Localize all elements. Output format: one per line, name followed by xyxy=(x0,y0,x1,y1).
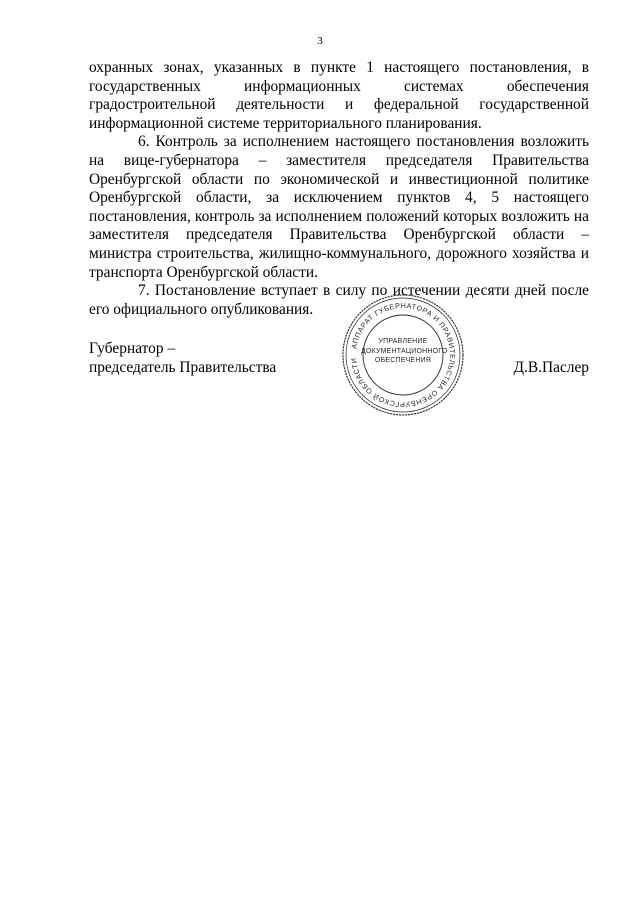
signatory-position-line2: председатель Правительства xyxy=(89,358,277,376)
paragraph-continuation: охранных зонах, указанных в пункте 1 настоящего постановления, в государственных информационных системах обеспечения градостроительной деятельности и федеральной государственной информационной системе территориального планирования. xyxy=(89,59,589,132)
stamp-center-line1: УПРАВЛЕНИЕ xyxy=(378,338,428,345)
paragraph-item-7: 7. Постановление вступает в силу по истечении десяти дней после его официального опубликования. xyxy=(89,282,589,318)
stamp-center-line3: ОБЕСПЕЧЕНИЯ xyxy=(374,357,432,364)
paragraph-item-6: 6. Контроль за исполнением настоящего постановления возложить на вице-губернатора – заместителя председателя Правительства Оренбургской области по экономической и инвестиционной политике Оренбургской области, за исключением пунктов 4, 5 настоящего постановления, контроль за исполнением положений которых возложить на заместителя председателя Правительства Оренбургской области – министра строительства, жилищно-коммунального, дорожного хозяйства и транспорта Оренбургской области. xyxy=(89,133,589,281)
page-number: 3 xyxy=(317,35,323,47)
document-body xyxy=(89,59,589,319)
stamp-center-line2: ДОКУМЕНТАЦИОННОГО xyxy=(361,347,448,355)
stamp-ring-text: АППАРАТ ГУБЕРНАТОРА И ПРАВИТЕЛЬСТВА ОРЕНБУРГСКОЙ ОБЛАСТИ xyxy=(349,300,458,410)
stamp-center-text xyxy=(361,337,448,366)
signatory-position-line1: Губернатор – xyxy=(89,340,176,357)
official-stamp xyxy=(341,293,465,417)
signatory-position xyxy=(89,340,276,377)
signatory-name: Д.В.Паслер xyxy=(513,358,589,376)
